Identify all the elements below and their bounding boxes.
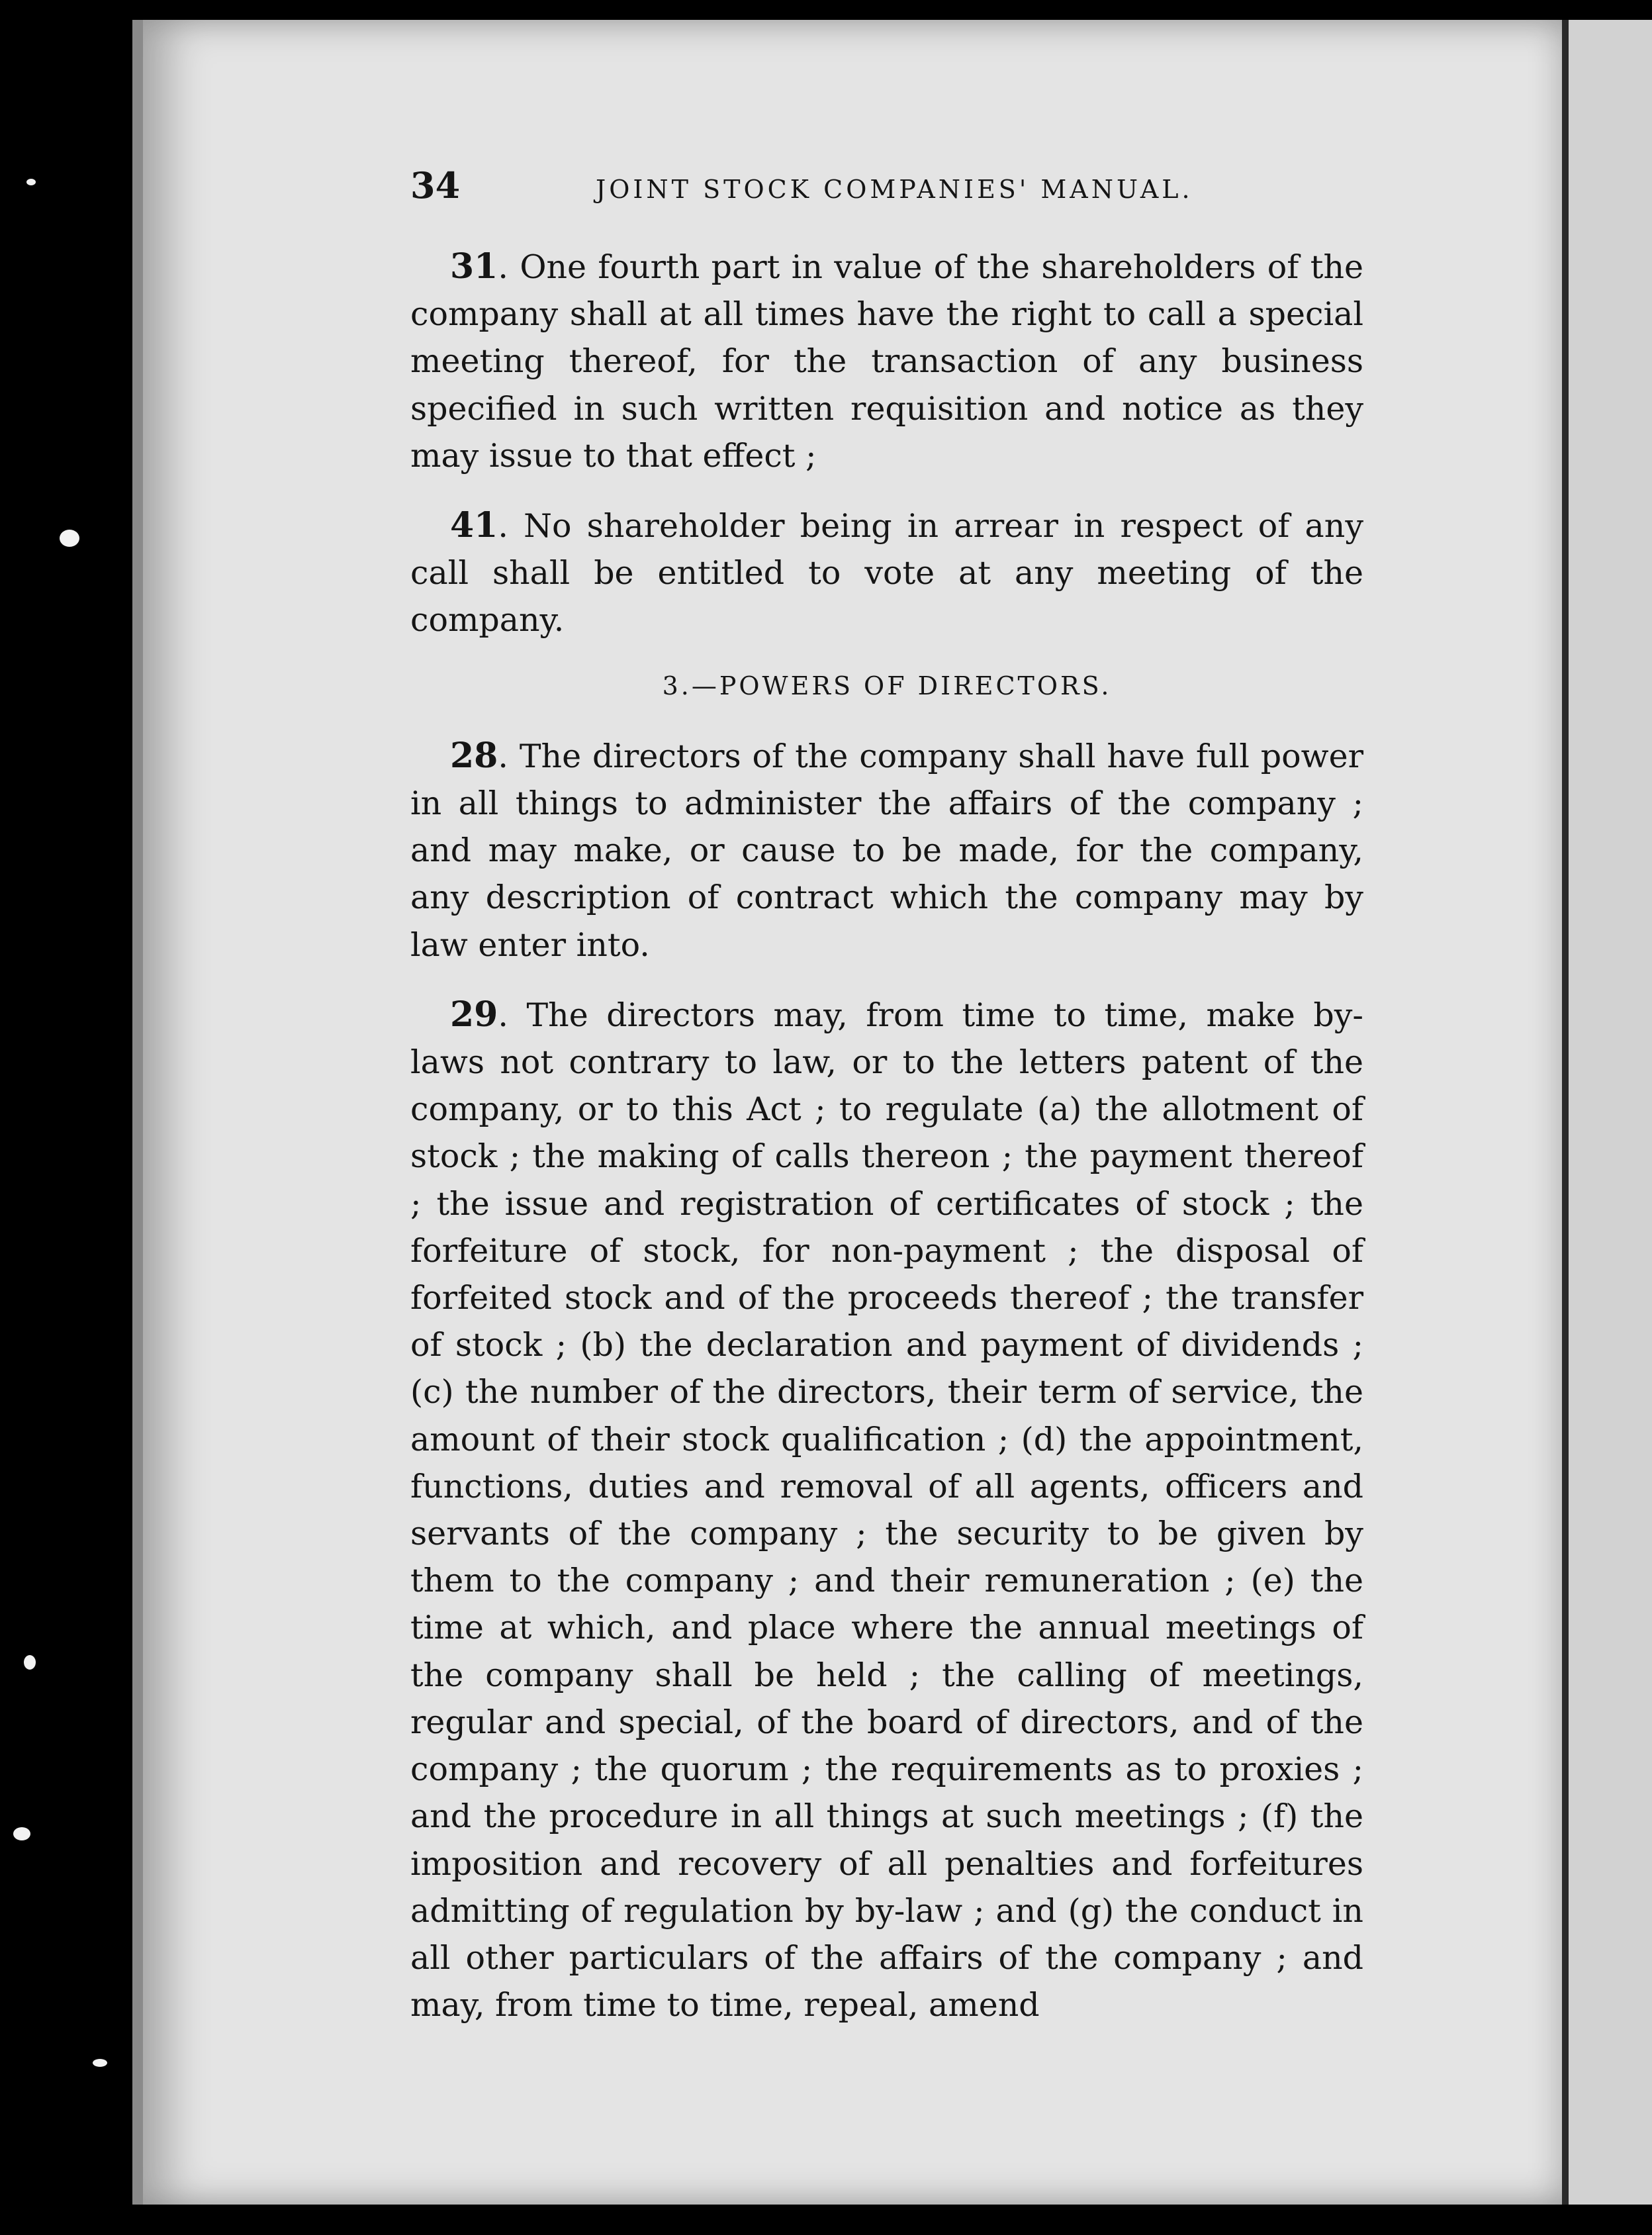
- paragraph-number: 41: [450, 505, 498, 546]
- running-head: [410, 162, 1363, 215]
- paragraph-28: 28. The directors of the company shall have full power in all things to administer the affairs of the company ; and may make, or cause to be made, for the company, any description of contract which the company may by law enter into.: [410, 735, 1363, 964]
- film-speck: [60, 530, 79, 547]
- paragraph-text: The directors may, from time to time, make by-laws not contrary to law, or to the letters patent of the company, or to this Act ; to regulate (a) the allotment of stock ; the making of calls thereon ; the payment thereof ; the issue and registration of certificates of stock ; the forfeiture of stock, for non-payment ; the disposal of forfeited stock and of the proceeds thereof ; the transfer of stock ; (b) the declaration and payment of dividends ; (c) the number of the directors, their term of service, the amount of their stock qualification ; (d) the appointment, functions, duties and removal of all agents, officers and servants of the company ; the security to be given by them to the company ; and their remuneration ; (e) the time at which, and place where the annual meetings of the company shall be held ; the calling of meetings, regular and special, of the board of directors, and of the company ; the quorum ; the requirements as to proxies ; and the procedure in all things at such meetings ; (f) the imposition and recovery of all penalties and forfeitures admitting of regulation by by-law ; and (g) the conduct in all other particulars of the affairs of the company ; and may, from time to time, repeal, amend: [410, 996, 1363, 2024]
- film-speck: [24, 1655, 36, 1670]
- film-speck: [93, 2059, 107, 2067]
- paragraph-41: 41. No shareholder being in arrear in respect of any call shall be entitled to vote at any meeting of the company.: [410, 505, 1363, 640]
- paragraph-31: 31. One fourth part in value of the shareholders of the company shall at all times have the right to call a special meeting thereof, for the transaction of any business specified in such written requisition and notice as they may issue to that effect ;: [410, 246, 1364, 475]
- paragraph-text: The directors of the company shall have full power in all things to administer the affairs of the company ; and may make, or cause to be made, for the company, any description of contract which the company may by law enter into.: [410, 737, 1363, 964]
- paragraph-number: 31: [450, 246, 498, 287]
- page-text: [410, 162, 1363, 2051]
- paragraph-29: 29. The directors may, from time to time, make by-laws not contrary to law, or to the letters patent of the company, or to this Act ; to regulate (a) the allotment of stock ; the making of calls thereon ; the payment thereof ; the issue and registration of certificates of stock ; the forfeiture of stock, for non-payment ; the disposal of forfeited stock and of the proceeds thereof ; the transfer of stock ; (b) the declaration and payment of dividends ; (c) the number of the directors, their term of service, the amount of their stock qualification ; (d) the appointment, functions, duties and removal of all agents, officers and servants of the company ; the security to be given by them to the company ; and their remuneration ; (e) the time at which, and place where the annual meetings of the company shall be held ; the calling of meetings, regular and special, of the board of directors, and of the company ; the quorum ; the requirements as to proxies ; and the procedure in all things at such meetings ; (f) the imposition and recovery of all penalties and forfeitures admitting of regulation by by-law ; and (g) the conduct in all other particulars of the affairs of the company ; and may, from time to time, repeal, amend: [410, 994, 1363, 2024]
- paragraph-text: No shareholder being in arrear in respect of any call shall be entitled to vote at any meeting of the company.: [410, 507, 1363, 640]
- running-title: JOINT STOCK COMPANIES' MANUAL.: [596, 175, 1193, 204]
- film-speck: [13, 1827, 30, 1840]
- section-heading: 3.—POWERS OF DIRECTORS.: [662, 671, 1112, 700]
- paragraph-number: 29: [450, 994, 498, 1035]
- paragraph-text: One fourth part in value of the shareholders of the company shall at all times have the right to call a special meeting thereof, for the transaction of any business specified in such written requisition and notice as they may issue to that effect ;: [410, 248, 1364, 475]
- paragraph-number: 28: [450, 735, 498, 776]
- facing-page-edge: [1562, 20, 1652, 2205]
- page-number: 34: [410, 164, 461, 207]
- film-speck: [26, 179, 36, 185]
